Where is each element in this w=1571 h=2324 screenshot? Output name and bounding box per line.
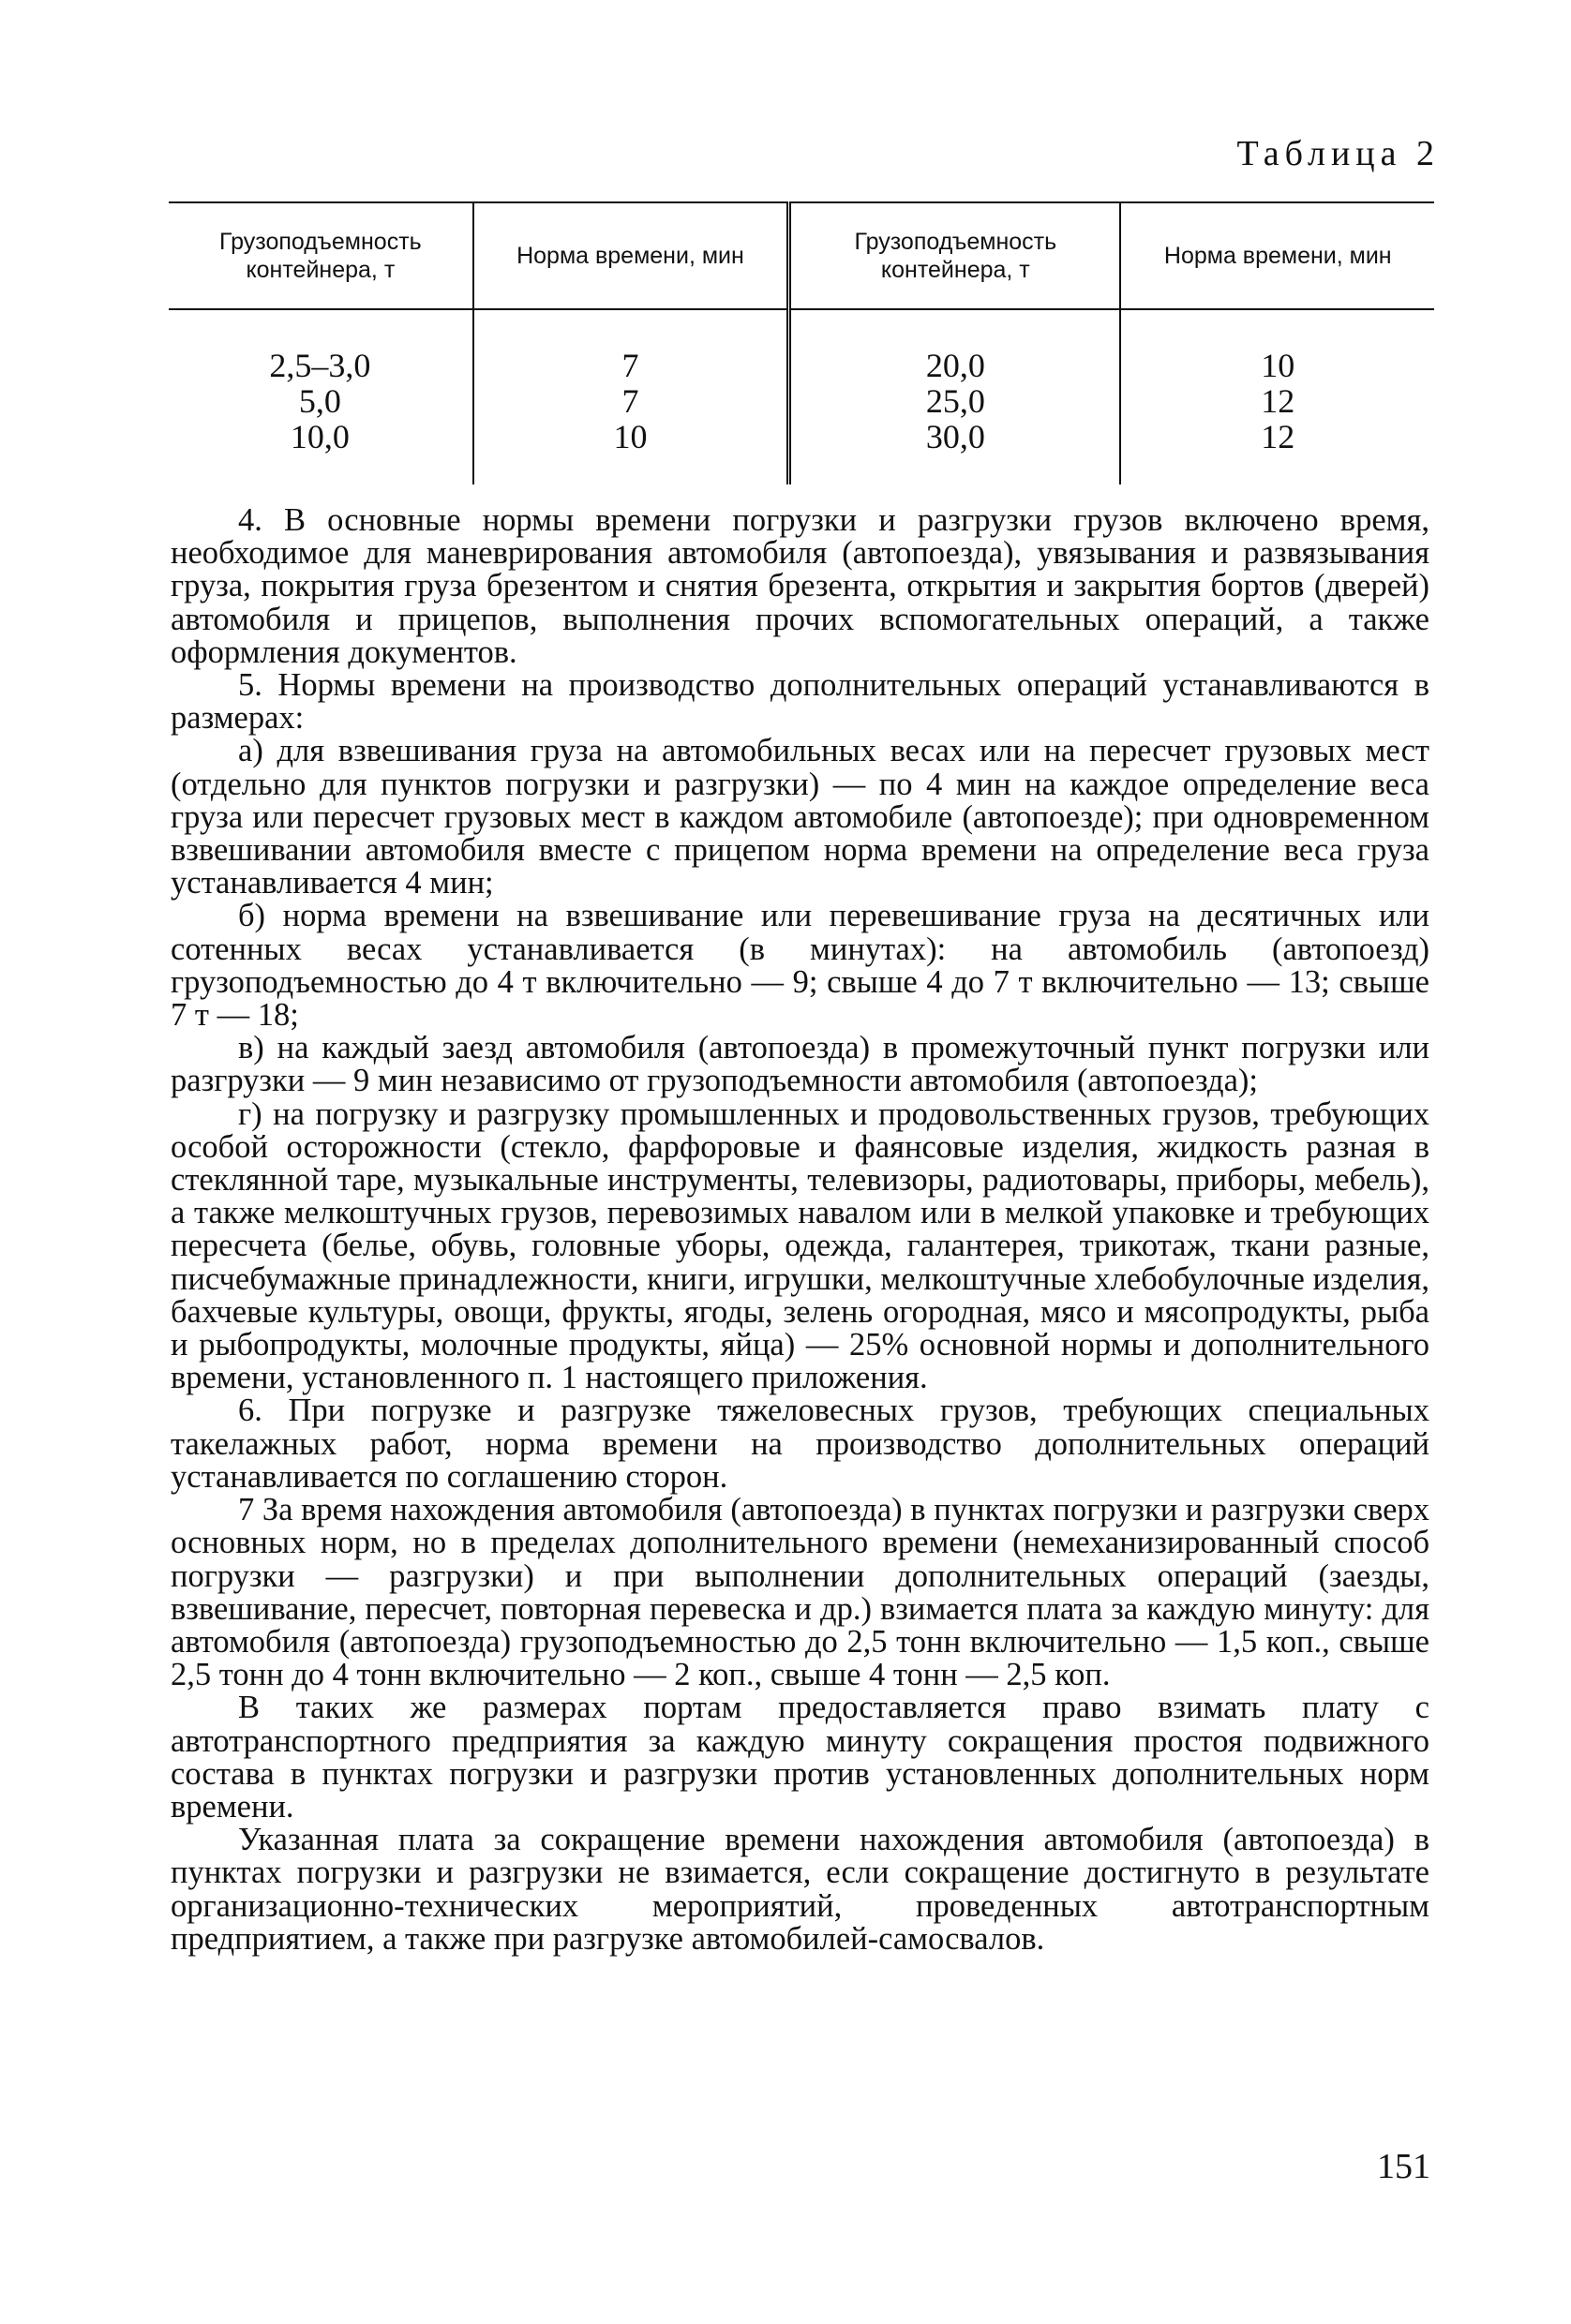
- header-time-norm-2: Норма времени, мин: [1120, 202, 1434, 309]
- table-cell: 7: [621, 382, 639, 420]
- container-time-norms-table: [169, 201, 1434, 484]
- table-cell: 20,0: [925, 347, 985, 384]
- table-cell: 10: [613, 418, 648, 455]
- paragraph-5g: г) на погрузку и разгрузку промышленных и продовольственных грузов, требующих особой осторожности (стекло, фарфоровые и фаянсовые изделия, жидкость разная в стеклянной таре, музыкальные инструменты, телевизоры, радиотовары, приборы, мебель), а также мелкоштучных грузов, перевозимых навалом или в мелкой упаковке и требующих пересчета (белье, обувь, головные уборы, одежда, галантерея, трикотаж, ткани разные, писчебумажные принадлежности, книги, игрушки, мелкоштучные хлебобулочные изделия, бахчевые культуры, овощи, фрукты, ягоды, зелень огородная, мясо и мясопродукты, рыба и рыбопродукты, молочные продукты, яйца) — 25% основной нормы и дополнительного времени, установленного п. 1 настоящего приложения.: [171, 1095, 1429, 1396]
- table-header-row: [169, 202, 1434, 309]
- table-cell: 10,0: [290, 418, 350, 455]
- paragraph-7: 7 За время нахождения автомобиля (автопоезда) в пунктах погрузки и разгрузки сверх основных норм, но в пределах дополнительного времени (немеханизированный способ погрузки — разгрузки) и при выполнении дополнительных операций (заезды, взвешивание, пересчет, повторная перевеска и др.) взимается плата за каждую минуту: для автомобиля (автопоезда) грузоподъемностью до 2,5 тонн включительно — 1,5 коп., свыше 2,5 тонн до 4 тонн включительно — 2 коп., свыше 4 тонн — 2,5 коп.: [171, 1492, 1429, 1693]
- table-body-row: [169, 309, 1434, 484]
- table-cell: 30,0: [925, 418, 985, 455]
- paragraph-6: 6. При погрузке и разгрузке тяжеловесных грузов, требующих специальных такелажных работ, норма времени на производство дополнительных операций устанавливается по соглашению сторон.: [171, 1393, 1429, 1495]
- paragraph-4: 4. В основные нормы времени погрузки и разгрузки грузов включено время, необходимое для маневрирования автомобиля (автопоезда), увязывания и развязывания груза, покрытия груза брезентом и снятия брезента, открытия и закрытия бортов (дверей) автомобиля и прицепов, выполнения прочих вспомогательных операций, а также оформления документов.: [171, 502, 1429, 670]
- paragraph-exemption: Указанная плата за сокращение времени нахождения автомобиля (автопоезда) в пунктах погрузки и разгрузки не взимается, если сокращение достигнуто в результате организационно-технических мероприятий, проведенных автотранспортным предприятием, а также при разгрузке автомобилей-самосвалов.: [171, 1822, 1429, 1957]
- paragraph-5: 5. Нормы времени на производство дополнительных операций устанавливаются в размерах:: [171, 667, 1429, 737]
- time-norm-column-1: [473, 309, 789, 484]
- capacity-column-1: [169, 309, 473, 484]
- paragraph-5b: б) норма времени на взвешивание или перевешивание груза на десятичных или сотенных весах устанавливается (в минутах): на автомобиль (автопоезд) грузоподъемностью до 4 т включительно — 9; свыше 4 до 7 т включительно — 13; свыше 7 т — 18;: [171, 898, 1429, 1034]
- paragraph-5a: а) для взвешивания груза на автомобильных весах или на пересчет грузовых мест (отдельно для пунктов погрузки и разгрузки) — по 4 мин на каждое определение веса груза или пересчет грузовых мест в каждом автомобиле (автопоезде); при одновременном взвешивании автомобиля вместе с прицепом норма времени на определение веса груза устанавливается 4 мин;: [171, 733, 1429, 901]
- header-capacity-2: Грузоподъемность контейнера, т: [789, 202, 1121, 309]
- body-text: [171, 504, 1429, 1956]
- table-cell: 12: [1261, 382, 1295, 420]
- table-cell: 25,0: [925, 382, 985, 420]
- page-number: 151: [1377, 2147, 1430, 2186]
- capacity-column-2: [789, 309, 1121, 484]
- header-capacity-1: Грузоподъемность контейнера, т: [169, 202, 473, 309]
- table-cell: 7: [621, 347, 639, 384]
- table-caption: Таблица 2: [1236, 134, 1440, 173]
- table-cell: 12: [1261, 418, 1295, 455]
- table-cell: 2,5–3,0: [269, 347, 371, 384]
- paragraph-ports: В таких же размерах портам предоставляется право взимать плату с автотранспортного предприятия за каждую минуту сокращения простоя подвижного состава в пунктах погрузки и разгрузки против установленных дополнительных норм времени.: [171, 1690, 1429, 1825]
- table-cell: 5,0: [298, 382, 341, 420]
- table-cell: 10: [1261, 347, 1295, 384]
- header-time-norm-1: Норма времени, мин: [473, 202, 789, 309]
- paragraph-5v: в) на каждый заезд автомобиля (автопоезда) в промежуточный пункт погрузки или разгрузки — 9 мин независимо от грузоподъемности автомобиля (автопоезда);: [171, 1030, 1429, 1099]
- time-norm-column-2: [1120, 309, 1434, 484]
